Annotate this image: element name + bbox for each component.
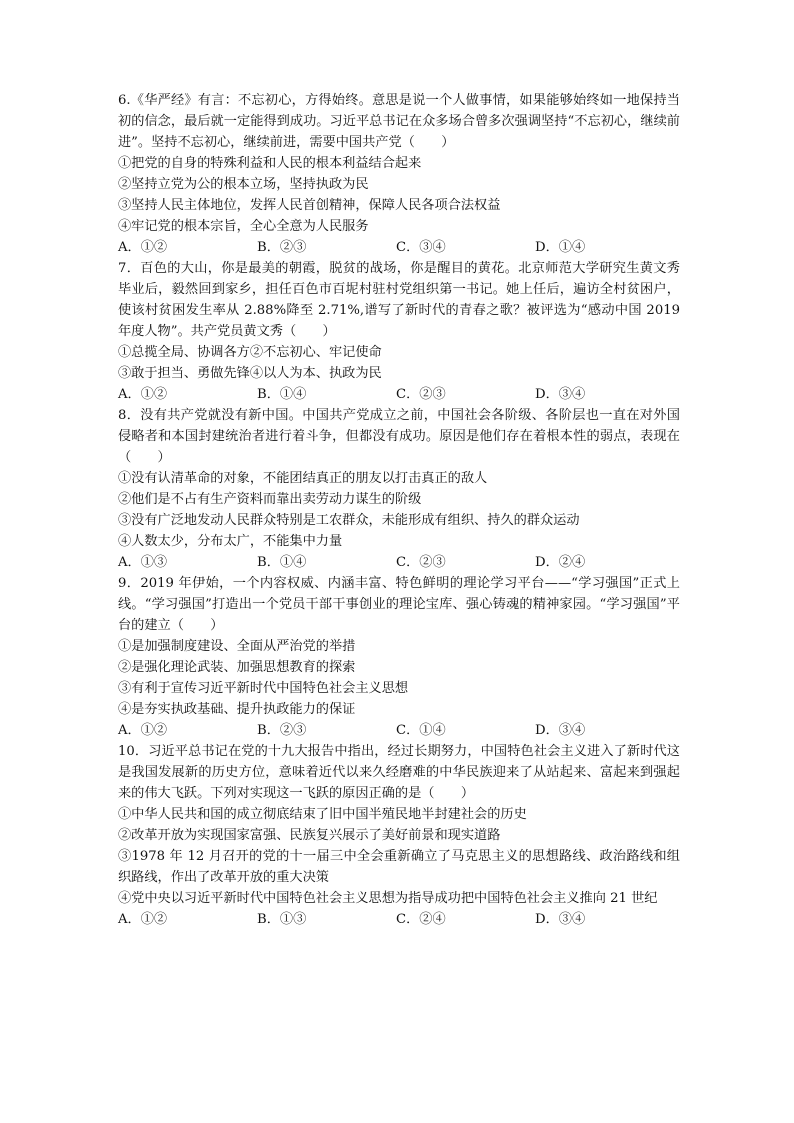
answer-choices bbox=[118, 237, 680, 258]
question-stem: 8．没有共产党就没有新中国。中国共产党成立之前，中国社会各阶级、各阶层也一直在对外国侵略者和本国封建统治者进行着斗争，但都没有成功。原因是他们存在着根本性的弱点，表现在（ ） bbox=[118, 408, 680, 465]
answer-choice-a[interactable]: A．①② bbox=[118, 912, 168, 927]
question-6 bbox=[118, 90, 680, 258]
answer-choice-b[interactable]: B．②③ bbox=[257, 240, 307, 255]
answer-choice-a[interactable]: A．①② bbox=[118, 387, 168, 402]
exam-page bbox=[118, 90, 680, 930]
answer-choice-c[interactable]: C．③④ bbox=[396, 240, 446, 255]
question-option: ①总揽全局、协调各方②不忘初心、牢记使命 bbox=[118, 345, 382, 360]
answer-choice-d[interactable]: D．①④ bbox=[535, 240, 586, 255]
answer-choice-b[interactable]: B．①④ bbox=[257, 555, 307, 570]
answer-choice-d[interactable]: D．③④ bbox=[535, 912, 586, 927]
question-option: ④人数太少，分布太广，不能集中力量 bbox=[118, 534, 343, 549]
question-option: ①是加强制度建设、全面从严治党的举措 bbox=[118, 639, 356, 654]
question-option: ②坚持立党为公的根本立场，坚持执政为民 bbox=[118, 177, 369, 192]
question-9 bbox=[118, 573, 680, 741]
question-option: ①中华人民共和国的成立彻底结束了旧中国半殖民地半封建社会的历史 bbox=[118, 807, 527, 822]
question-option: ③1978 年 12 月召开的党的十一届三中全会重新确立了马克思主义的思想路线、政治路线和组织路线，作出了改革开放的重大决策 bbox=[118, 849, 680, 885]
answer-choice-a[interactable]: A．①② bbox=[118, 240, 168, 255]
question-stem: 9．2019 年伊始，一个内容权威、内涵丰富、特色鲜明的理论学习平台——“学习强国”正式上线。“学习强国”打造出一个党员干部干事创业的理论宝库、强心铸魂的精神家园。“学习强国”平台的建立（ ） bbox=[118, 576, 680, 633]
answer-choice-c[interactable]: C．②③ bbox=[396, 387, 446, 402]
question-option: ①没有认清革命的对象，不能团结真正的朋友以打击真正的敌人 bbox=[118, 471, 488, 486]
answer-choices bbox=[118, 909, 680, 930]
answer-choice-b[interactable]: B．②③ bbox=[257, 723, 307, 738]
question-option: ②他们是不占有生产资料而靠出卖劳动力谋生的阶级 bbox=[118, 492, 422, 507]
question-option: ③有利于宣传习近平新时代中国特色社会主义思想 bbox=[118, 681, 409, 696]
answer-choice-c[interactable]: C．②③ bbox=[396, 555, 446, 570]
answer-choice-b[interactable]: B．①③ bbox=[257, 912, 307, 927]
answer-choice-d[interactable]: D．③④ bbox=[535, 723, 586, 738]
question-option: ④党中央以习近平新时代中国特色社会主义思想为指导成功把中国特色社会主义推向 21 世纪 bbox=[118, 891, 658, 906]
answer-choice-d[interactable]: D．③④ bbox=[535, 387, 586, 402]
answer-choice-a[interactable]: A．①② bbox=[118, 723, 168, 738]
answer-choices bbox=[118, 384, 680, 405]
answer-choice-d[interactable]: D．②④ bbox=[535, 555, 586, 570]
question-stem: 6.《华严经》有言：不忘初心，方得始终。意思是说一个人做事情，如果能够始终如一地保持当初的信念，最后就一定能得到成功。习近平总书记在众多场合曾多次强调坚持“不忘初心，继续前进”。坚持不忘初心，继续前进，需要中国共产党（ ） bbox=[118, 93, 680, 150]
question-7 bbox=[118, 258, 680, 405]
answer-choice-c[interactable]: C．①④ bbox=[396, 723, 446, 738]
question-stem: 10．习近平总书记在党的十九大报告中指出，经过长期努力，中国特色社会主义进入了新时代这是我国发展新的历史方位，意味着近代以来久经磨难的中华民族迎来了从站起来、富起来到强起来的伟大飞跃。下列对实现这一飞跃的原因正确的是（ ） bbox=[118, 744, 680, 801]
answer-choice-a[interactable]: A．①③ bbox=[118, 555, 168, 570]
question-option: ④牢记党的根本宗旨，全心全意为人民服务 bbox=[118, 219, 369, 234]
question-stem: 7．百色的大山，你是最美的朝霞，脱贫的战场，你是醒目的黄花。北京师范大学研究生黄文秀毕业后，毅然回到家乡，担任百色市百坭村驻村党组织第一书记。她上任后，遍访全村贫困户，使该村贫困发生率从 2.88%降至 2.71%,谱写了新时代的青春之歌？被评选为“感动中国 2019 年度人物”。共产党员黄文秀（ ） bbox=[118, 261, 680, 339]
question-option: ②是强化理论武装、加强思想教育的探索 bbox=[118, 660, 356, 675]
answer-choice-b[interactable]: B．①④ bbox=[257, 387, 307, 402]
question-8 bbox=[118, 405, 680, 573]
question-option: ④是夯实执政基础、提升执政能力的保证 bbox=[118, 702, 356, 717]
answer-choice-c[interactable]: C．②④ bbox=[396, 912, 446, 927]
question-option: ①把党的自身的特殊利益和人民的根本利益结合起来 bbox=[118, 156, 422, 171]
question-option: ③没有广泛地发动人民群众特别是工农群众，未能形成有组织、持久的群众运动 bbox=[118, 513, 580, 528]
question-option: ③坚持人民主体地位，发挥人民首创精神，保障人民各项合法权益 bbox=[118, 198, 501, 213]
question-option: ②改革开放为实现国家富强、民族复兴展示了美好前景和现实道路 bbox=[118, 828, 501, 843]
question-10 bbox=[118, 741, 680, 930]
question-option: ③敢于担当、勇做先锋④以人为本、执政为民 bbox=[118, 366, 382, 381]
answer-choices bbox=[118, 720, 680, 741]
answer-choices bbox=[118, 552, 680, 573]
